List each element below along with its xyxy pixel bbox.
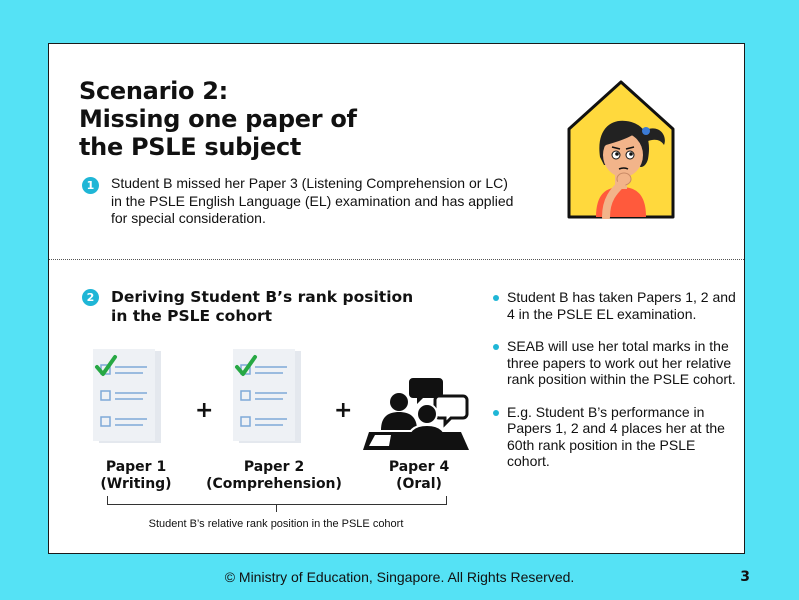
checklist-paper-icon bbox=[231, 347, 303, 447]
title-line-1: Scenario 2: bbox=[79, 77, 228, 105]
paper-name: Paper 2 bbox=[243, 459, 305, 475]
paper-label bbox=[369, 459, 469, 493]
checklist-paper-icon bbox=[91, 347, 163, 447]
paper-description: (Writing) bbox=[100, 476, 172, 492]
bracket-tick bbox=[276, 504, 277, 512]
paper-name: Paper 4 bbox=[388, 459, 450, 475]
title-line-2: Missing one paper of bbox=[79, 105, 357, 133]
paper-label bbox=[199, 459, 349, 493]
content-card bbox=[48, 43, 745, 554]
grouping-bracket bbox=[107, 496, 447, 505]
girl-thinking-illustration bbox=[566, 79, 676, 219]
dotted-divider bbox=[49, 259, 744, 260]
oral-exam-icon bbox=[361, 374, 473, 454]
bullet-item: SEAB will use her total marks in the three papers to work out her relative rank position within the PSLE cohort. bbox=[491, 338, 741, 388]
paper-label bbox=[86, 459, 186, 493]
plus-sign: + bbox=[195, 398, 214, 423]
step-2-title-line-1: Deriving Student B’s rank position bbox=[111, 288, 414, 306]
step-2-title-line-2: in the PSLE cohort bbox=[111, 307, 273, 325]
bullet-item: Student B has taken Papers 1, 2 and 4 in the PSLE EL examination. bbox=[491, 289, 741, 322]
copyright-footer: © Ministry of Education, Singapore. All Rights Reserved. bbox=[224, 569, 575, 585]
page-title bbox=[79, 77, 357, 161]
bracket-caption: Student B’s relative rank position in the PSLE cohort bbox=[148, 518, 404, 530]
bullet-list bbox=[491, 289, 741, 486]
bullet-item: E.g. Student B’s performance in Papers 1, 2 and 4 places her at the 60th rank position in the PSLE cohort. bbox=[491, 404, 741, 470]
step-2-title bbox=[111, 288, 413, 326]
paper-description: (Oral) bbox=[396, 476, 442, 492]
step-1-badge: 1 bbox=[82, 177, 99, 194]
paper-description: (Comprehension) bbox=[206, 476, 342, 492]
title-line-3: the PSLE subject bbox=[79, 133, 302, 161]
step-2-badge: 2 bbox=[82, 289, 99, 306]
paper-name: Paper 1 bbox=[105, 459, 167, 475]
page-number: 3 bbox=[740, 569, 750, 585]
plus-sign: + bbox=[334, 398, 353, 423]
step-1-description: Student B missed her Paper 3 (Listening Comprehension or LC) in the PSLE English Language (EL) examination and has applied for special consideration. bbox=[111, 175, 514, 226]
